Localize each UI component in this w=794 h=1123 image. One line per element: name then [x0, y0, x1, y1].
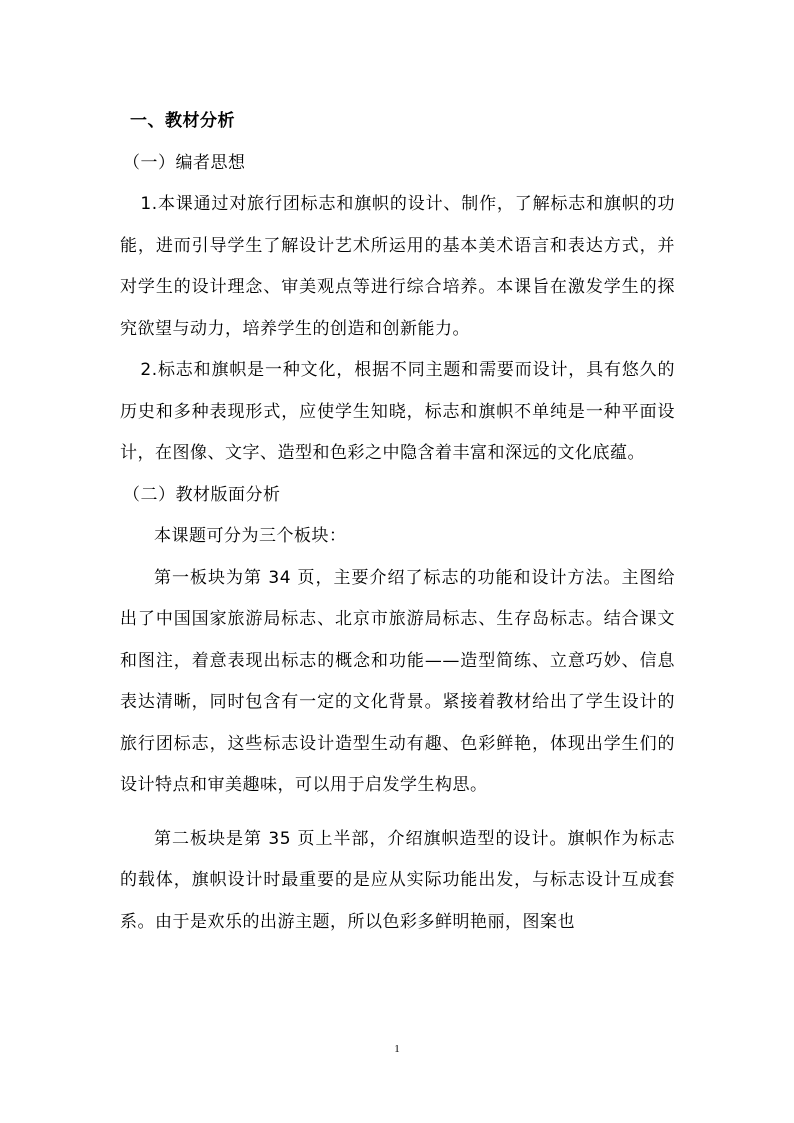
paragraph-2: 2.标志和旗帜是一种文化，根据不同主题和需要而设计，具有悠久的历史和多种表现形式，应使学生知晓，标志和旗帜不单纯是一种平面设计，在图像、文字、造型和色彩之中隐含着丰富和深远的文化底蕴。	[120, 360, 675, 463]
paragraph-3: 本课题可分为三个板块：	[154, 526, 347, 546]
paragraph-5: 第二板块是第 35 页上半部，介绍旗帜造型的设计。旗帜作为标志的载体，旗帜设计时最重要的是应从实际功能出发，与标志设计互成套系。由于是欢乐的出游主题，所以色彩多鲜明艳丽，图案也	[120, 828, 675, 932]
paragraph-4: 第一板块为第 34 页，主要介绍了标志的功能和设计方法。主图给出了中国国家旅游局标志、北京市旅游局标志、生存岛标志。结合课文和图注，着意表现出标志的概念和功能——造型简练、立意巧妙、信息表达清晰，同时包含有一定的文化背景。紧接着教材给出了学生设计的旅行团标志，这些标志设计造型生动有趣、色彩鲜艳，体现出学生们的设计特点和审美趣味，可以用于启发学生构思。	[120, 567, 675, 795]
subsection-heading-layout-analysis: （二）教材版面分析	[123, 484, 281, 505]
section-heading: 一、教材分析	[130, 111, 235, 131]
subsection-heading-editor-thoughts: （一）编者思想	[123, 152, 246, 173]
paragraph-1: 1.本课通过对旅行团标志和旗帜的设计、制作，了解标志和旗帜的功能，进而引导学生了解设计艺术所运用的基本美术语言和表达方式，并对学生的设计理念、审美观点等进行综合培养。本课旨在激发学生的探究欲望与动力，培养学生的创造和创新能力。	[120, 194, 675, 339]
page-number: 1	[394, 1043, 400, 1055]
document-body	[120, 101, 675, 943]
paragraph-gap	[120, 807, 675, 819]
